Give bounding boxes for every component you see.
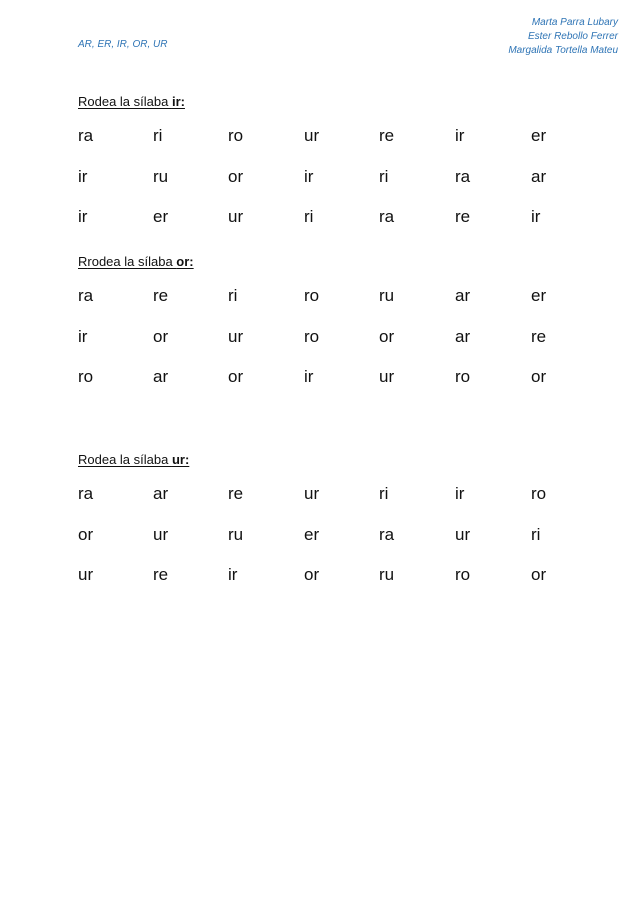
syllable: ar [455,286,471,305]
syllable: ro [304,286,320,305]
worksheet-title: AR, ER, IR, OR, UR [78,39,168,50]
authors-block [508,16,618,58]
syllable: ar [153,484,169,503]
instruction-target: or: [176,254,194,269]
syllable: ir [78,207,88,226]
syllable-grid [78,484,598,606]
syllable: ir [228,565,238,584]
syllable: ru [228,524,244,544]
syllable: er [304,524,320,544]
syllable-row [78,525,598,566]
syllable-grid [78,126,598,248]
author-name: Marta Parra Lubary [531,17,618,28]
syllable: ir [455,484,465,503]
syllable: ro [531,484,547,503]
syllable: ar [455,326,471,346]
instruction-target: ir: [171,94,185,109]
syllable: or [531,565,547,584]
syllable: re [153,286,169,305]
instruction-prefix: R [78,254,88,269]
exercise-ur [78,452,598,606]
author-name: Ester Rebollo Ferrer [527,31,618,42]
syllable: ra [78,484,94,503]
instruction-text: Rodea la sílaba [78,94,172,109]
syllable: or [228,166,244,186]
syllable: ro [455,367,471,386]
syllable-row [78,327,598,368]
syllable: ra [78,286,94,305]
syllable: ur [228,207,244,226]
syllable: or [153,326,169,346]
syllable: re [531,326,547,346]
syllable: ar [531,166,547,186]
syllable: or [78,524,94,544]
syllable: ru [379,286,395,305]
instruction-target: ur: [171,452,190,467]
syllable: ur [153,524,169,544]
syllable: ri [531,524,541,544]
syllable: ur [228,326,244,346]
syllable-row [78,286,598,327]
syllable: ri [228,286,238,305]
syllable: ro [455,565,471,584]
syllable-grid [78,286,598,408]
syllable: ri [304,207,314,226]
syllable: ir [531,207,541,226]
syllable: ri [379,484,389,503]
syllable: er [153,207,169,226]
syllable: ro [228,126,244,145]
syllable: or [228,367,244,386]
syllable: ra [379,207,395,226]
syllable-row [78,167,598,208]
syllable: ra [379,524,395,544]
syllable: ir [304,367,314,386]
syllable: er [531,286,547,305]
syllable: ru [379,565,395,584]
instruction-text: Rodea la sílaba [78,452,172,467]
exercise-ir [78,94,598,248]
syllable-row [78,207,598,248]
syllable-row [78,565,598,606]
syllable: ra [78,126,94,145]
syllable: re [228,484,244,503]
syllable: er [531,126,547,145]
syllable: ru [153,166,169,186]
exercise-or [78,254,598,408]
instruction [78,452,598,467]
syllable: ir [78,166,88,186]
syllable: ur [379,367,395,386]
syllable: re [153,565,169,584]
syllable: ur [304,126,320,145]
syllable: ri [153,126,163,145]
syllable: or [304,565,320,584]
syllable: ir [455,126,465,145]
syllable-row [78,367,598,408]
syllable: ir [78,326,88,346]
syllable: ur [455,524,471,544]
syllable: ar [153,367,169,386]
instruction [78,254,598,269]
instruction-text: rodea la sílaba [87,254,177,269]
syllable: or [531,367,547,386]
instruction [78,94,598,109]
syllable: ro [304,326,320,346]
syllable: or [379,326,395,346]
syllable: ir [304,166,314,186]
syllable: ri [379,166,389,186]
syllable-row [78,126,598,167]
syllable-row [78,484,598,525]
syllable: re [455,207,471,226]
syllable: ur [78,565,94,584]
author-name: Margalida Tortella Mateu [508,45,618,56]
syllable: ur [304,484,320,503]
syllable: re [379,126,395,145]
syllable: ra [455,166,471,186]
syllable: ro [78,367,94,386]
